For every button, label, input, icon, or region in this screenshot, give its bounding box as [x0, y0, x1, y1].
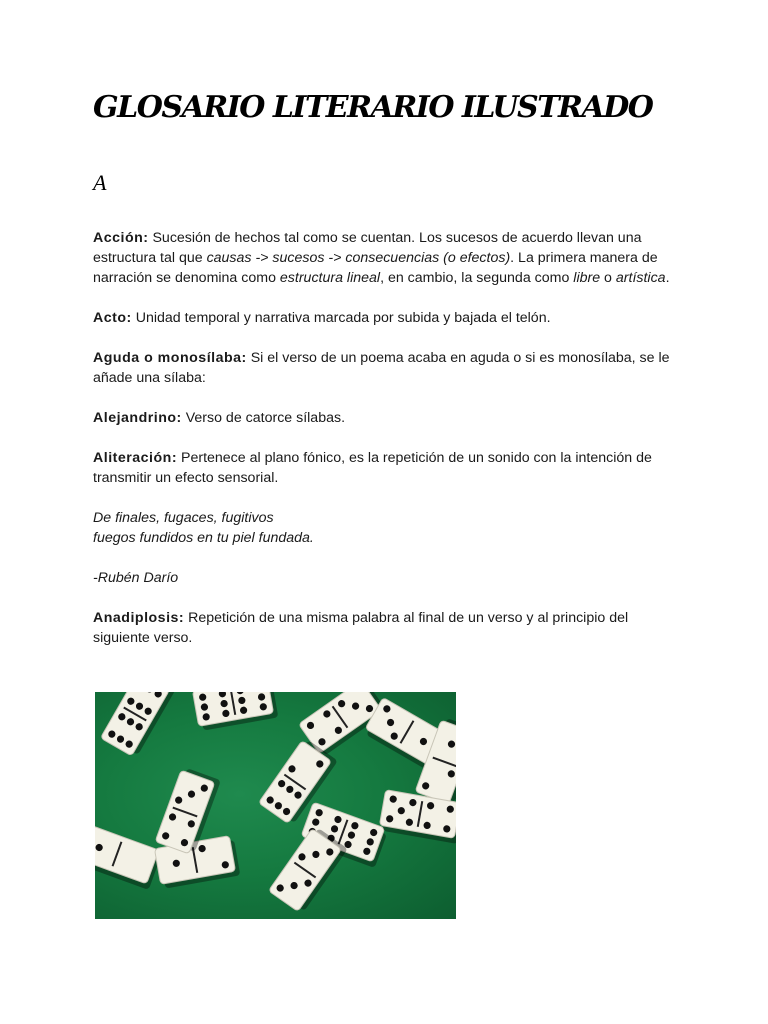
- dominoes-image: [95, 692, 456, 919]
- glossary-term: Anadiplosis:: [93, 610, 185, 626]
- definition-text: libre: [573, 270, 601, 286]
- glossary-term: Acción:: [93, 230, 149, 246]
- section-letter: A: [93, 170, 107, 195]
- domino-tile: [95, 824, 163, 890]
- glossary-term: Aliteración:: [93, 450, 178, 466]
- definition-text: Verso de catorce sílabas.: [181, 410, 346, 426]
- glossary-entries: [93, 228, 683, 668]
- definition-text: o: [600, 270, 616, 286]
- page-title: GLOSARIO LITERARIO ILUSTRADO: [93, 90, 653, 125]
- definition-text: , en cambio, la segunda como: [380, 270, 574, 286]
- verse-line: -Rubén Darío: [93, 570, 179, 586]
- definition-text: Pertenece al plano fónico, es la repetición de un sonido con la intención de transmitir un efecto sensorial.: [93, 450, 652, 486]
- definition-text: causas -> sucesos -> consecuencias (o efectos): [206, 250, 511, 266]
- definition-text: artística: [615, 270, 666, 286]
- domino-tile: [192, 692, 278, 731]
- glossary-term: Acto:: [93, 310, 132, 326]
- glossary-entry: [93, 408, 683, 428]
- dominoes-illustration: [95, 692, 456, 919]
- glossary-entry: [93, 348, 683, 388]
- verse-quote: [93, 568, 683, 588]
- glossary-entry: [93, 228, 683, 288]
- glossary-entry: [93, 608, 683, 648]
- verse-line: De finales, fugaces, fugitivos: [93, 510, 274, 526]
- glossary-entry: [93, 448, 683, 488]
- glossary-term: Aguda o monosílaba:: [93, 350, 247, 366]
- glossary-entry: [93, 308, 683, 328]
- definition-text: Sucesión de hechos tal como se cuentan. Los sucesos de acuerdo llevan una estructura tal que: [93, 230, 642, 266]
- domino-tile: [100, 692, 176, 758]
- definition-text: Repetición de una misma palabra al final de un verso y al principio del siguiente verso.: [93, 610, 629, 646]
- definition-text: . La primera manera de narración se denomina como: [93, 250, 658, 286]
- definition-text: .: [665, 270, 670, 286]
- glossary-term: Alejandrino:: [93, 410, 182, 426]
- definition-text: estructura lineal: [279, 270, 381, 286]
- definition-text: Unidad temporal y narrativa marcada por subida y bajada el telón.: [131, 310, 551, 326]
- verse-quote: [93, 508, 683, 548]
- verse-line: fuegos fundidos en tu piel fundada.: [93, 530, 314, 546]
- definition-text: Si el verso de un poema acaba en aguda o si es monosílaba, se le añade una sílaba:: [93, 350, 670, 386]
